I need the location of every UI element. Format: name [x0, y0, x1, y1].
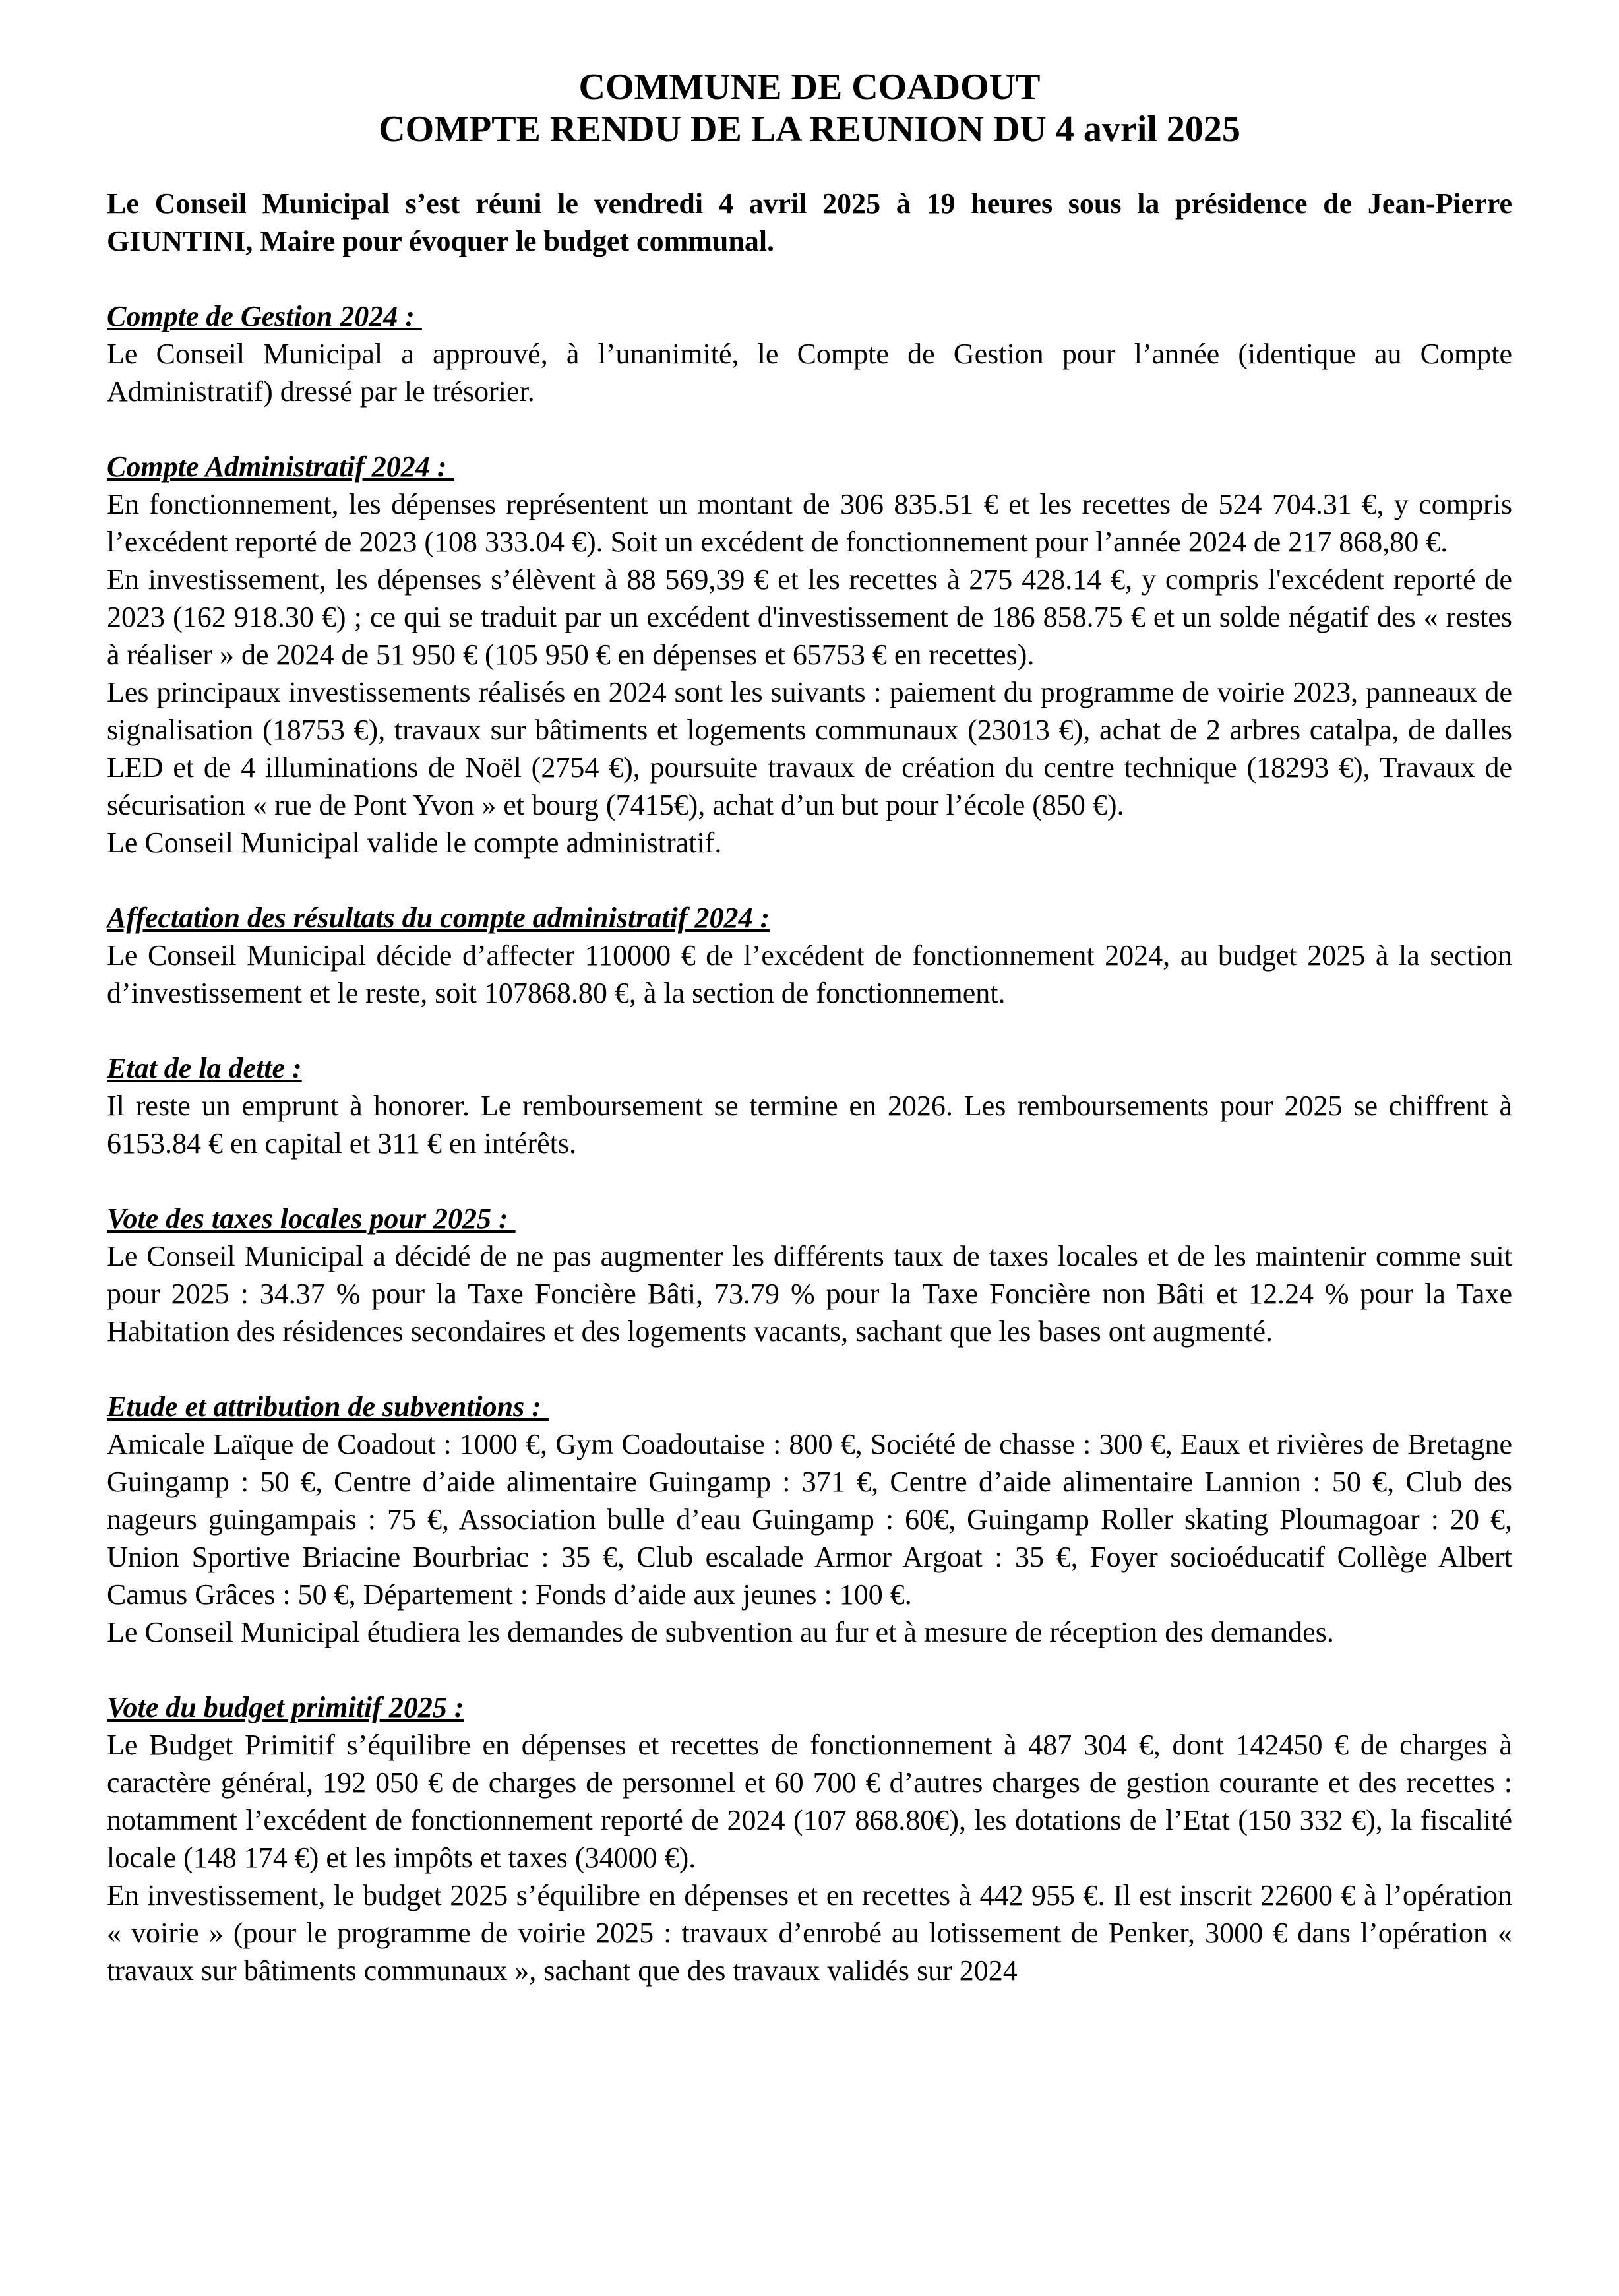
section	[107, 448, 1512, 861]
section-paragraph: Le Conseil Municipal étudiera les demandes de subvention au fur et à mesure de réception des demandes.	[107, 1616, 1334, 1648]
section	[107, 1049, 1512, 1162]
sections-container	[107, 297, 1512, 1989]
section-paragraph: En investissement, le budget 2025 s’équilibre en dépenses et en recettes à 442 955 €. Il est inscrit 22600 € à l’opération « voirie » (pour le programme de voirie 2025 : travaux d’enrobé au lotissement de Penker, 3000 € dans l’opération « travaux sur bâtiments communaux », sachant que des travaux validés sur 2024	[107, 1879, 1512, 1987]
section-paragraph: Le Conseil Municipal décide d’affecter 110000 € de l’excédent de fonctionnement 2024, au budget 2025 à la section d’investissement et le reste, soit 107868.80 €, à la section de fonctionnement.	[107, 939, 1512, 1009]
section	[107, 1689, 1512, 1989]
section-heading: Compte Administratif 2024 :	[107, 450, 454, 483]
section-paragraph: En investissement, les dépenses s’élèvent à 88 569,39 € et les recettes à 275 428.14 €, y compris l'excédent reporté de 2023 (162 918.30 €) ; ce qui se traduit par un excédent d'investissement de 186 858.75 € et un solde négatif des « restes à réaliser » de 2024 de 51 950 € (105 950 € en dépenses et 65753 € en recettes).	[107, 563, 1512, 671]
section-heading: Etude et attribution de subventions :	[107, 1390, 549, 1423]
section-paragraph: Le Budget Primitif s’équilibre en dépenses et recettes de fonctionnement à 487 304 €, dont 142450 € de charges à caractère général, 192 050 € de charges de personnel et 60 700 € d’autres charges de gestion courante et des recettes : notamment l’excédent de fonctionnement reporté de 2024 (107 868.80€), les dotations de l’Etat (150 332 €), la fiscalité locale (148 174 €) et les impôts et taxes (34000 €).	[107, 1729, 1512, 1874]
section-heading: Compte de Gestion 2024 :	[107, 300, 422, 332]
section-heading: Vote du budget primitif 2025 :	[107, 1691, 464, 1723]
section-paragraph: Le Conseil Municipal a décidé de ne pas augmenter les différents taux de taxes locales et de les maintenir comme suit pour 2025 : 34.37 % pour la Taxe Foncière Bâti, 73.79 % pour la Taxe Foncière non Bâti et 12.24 % pour la Taxe Habitation des résidences secondaires et des logements vacants, sachant que les bases ont augmenté.	[107, 1240, 1512, 1348]
section-paragraph: Le Conseil Municipal a approuvé, à l’unanimité, le Compte de Gestion pour l’année (identique au Compte Administratif) dressé par le trésorier.	[107, 338, 1512, 408]
title-commune: COMMUNE DE COADOUT	[578, 67, 1041, 108]
section-heading: Vote des taxes locales pour 2025 :	[107, 1202, 516, 1235]
title-meeting: COMPTE RENDU DE LA REUNION DU 4 avril 2025	[379, 109, 1240, 150]
section-paragraph: Les principaux investissements réalisés en 2024 sont les suivants : paiement du programme de voirie 2023, panneaux de signalisation (18753 €), travaux sur bâtiments et logements communaux (23013 €), achat de 2 arbres catalpa, de dalles LED et de 4 illuminations de Noël (2754 €), poursuite travaux de création du centre technique (18293 €), Travaux de sécurisation « rue de Pont Yvon » et bourg (7415€), achat d’un but pour l’école (850 €).	[107, 676, 1512, 821]
section-heading: Etat de la dette :	[107, 1052, 302, 1084]
section	[107, 1200, 1512, 1350]
section-paragraph: Il reste un emprunt à honorer. Le remboursement se termine en 2026. Les remboursements pour 2025 se chiffrent à 6153.84 € en capital et 311 € en intérêts.	[107, 1090, 1512, 1160]
document-title	[107, 66, 1512, 150]
section	[107, 899, 1512, 1012]
section-heading: Affectation des résultats du compte administratif 2024 :	[107, 902, 770, 934]
section	[107, 1388, 1512, 1651]
section-paragraph: Le Conseil Municipal valide le compte administratif.	[107, 826, 722, 859]
intro-paragraph: Le Conseil Municipal s’est réuni le vendredi 4 avril 2025 à 19 heures sous la présidence de Jean-Pierre GIUNTINI, Maire pour évoquer le budget communal.	[107, 187, 1512, 257]
section-paragraph: Amicale Laïque de Coadout : 1000 €, Gym Coadoutaise : 800 €, Société de chasse : 300 €, Eaux et rivières de Bretagne Guingamp : 50 €, Centre d’aide alimentaire Guingamp : 371 €, Centre d’aide alimentaire Lannion : 50 €, Club des nageurs guingampais : 75 €, Association bulle d’eau Guingamp : 60€, Guingamp Roller skating Ploumagoar : 20 €, Union Sportive Briacine Bourbriac : 35 €, Club escalade Armor Argoat : 35 €, Foyer socioéducatif Collège Albert Camus Grâces : 50 €, Département : Fonds d’aide aux jeunes : 100 €.	[107, 1428, 1512, 1611]
section-paragraph: En fonctionnement, les dépenses représentent un montant de 306 835.51 € et les recettes de 524 704.31 €, y compris l’excédent reporté de 2023 (108 333.04 €). Soit un excédent de fonctionnement pour l’année 2024 de 217 868,80 €.	[107, 488, 1512, 558]
section	[107, 297, 1512, 410]
